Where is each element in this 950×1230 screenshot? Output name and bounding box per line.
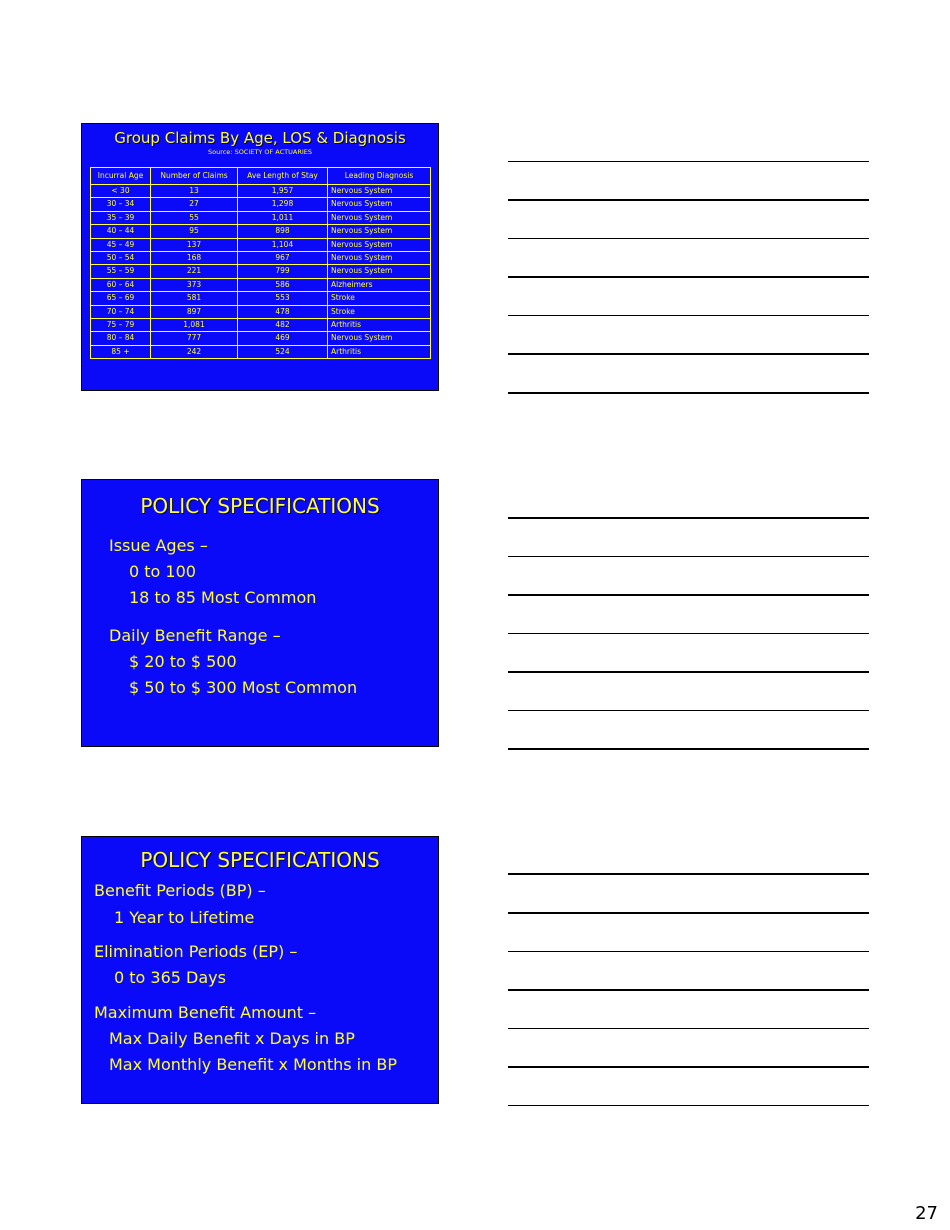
table-cell: 1,957: [238, 185, 328, 198]
table-cell: 1,104: [238, 238, 328, 251]
table-cell: 967: [238, 252, 328, 265]
table-cell: Stroke: [328, 305, 431, 318]
note-line: [508, 710, 869, 711]
table-cell: < 30: [91, 185, 151, 198]
table-cell: 553: [238, 292, 328, 305]
slide-policy-specifications-2: [81, 836, 439, 1104]
table-cell: Nervous System: [328, 265, 431, 278]
slide-group-claims: [81, 123, 439, 391]
table-row: [91, 198, 431, 211]
note-line: [508, 748, 869, 750]
note-line: [508, 989, 869, 991]
note-line: [508, 594, 869, 596]
table-cell: Alzheimers: [328, 278, 431, 291]
table-cell: 137: [151, 238, 238, 251]
table-cell: 524: [238, 345, 328, 358]
note-line: [508, 556, 869, 557]
note-line: [508, 1028, 869, 1029]
table-cell: 55 – 59: [91, 265, 151, 278]
claims-table: [90, 167, 431, 359]
table-cell: 13: [151, 185, 238, 198]
issue-ages-range: 0 to 100: [129, 562, 196, 581]
table-cell: Nervous System: [328, 185, 431, 198]
column-header: Incurral Age: [91, 168, 151, 185]
table-cell: 1,081: [151, 319, 238, 332]
table-cell: 221: [151, 265, 238, 278]
table-cell: 55: [151, 211, 238, 224]
table-row: [91, 252, 431, 265]
note-line: [508, 276, 869, 278]
slide-policy-specifications-1: [81, 479, 439, 747]
slide-source: Source: SOCIETY OF ACTUARIES: [207, 148, 313, 156]
column-header: Number of Claims: [151, 168, 238, 185]
table-cell: Nervous System: [328, 211, 431, 224]
table-cell: Nervous System: [328, 238, 431, 251]
table-row: [91, 265, 431, 278]
table-cell: 799: [238, 265, 328, 278]
daily-benefit-heading: Daily Benefit Range –: [109, 626, 281, 645]
table-row: [91, 225, 431, 238]
table-row: [91, 345, 431, 358]
table-cell: 469: [238, 332, 328, 345]
table-cell: Nervous System: [328, 198, 431, 211]
table-cell: 1,011: [238, 211, 328, 224]
page-number: 27: [915, 1203, 938, 1224]
issue-ages-common: 18 to 85 Most Common: [129, 588, 317, 607]
note-line: [508, 353, 869, 355]
note-line: [508, 1105, 869, 1106]
table-cell: 898: [238, 225, 328, 238]
daily-benefit-common: $ 50 to $ 300 Most Common: [129, 678, 358, 697]
table-cell: 70 – 74: [91, 305, 151, 318]
table-cell: Nervous System: [328, 225, 431, 238]
benefit-periods-heading: Benefit Periods (BP) –: [94, 881, 266, 900]
table-cell: Nervous System: [328, 252, 431, 265]
note-line: [508, 633, 869, 634]
elimination-periods-heading: Elimination Periods (EP) –: [94, 942, 298, 961]
table-cell: 75 – 79: [91, 319, 151, 332]
table-cell: 35 – 39: [91, 211, 151, 224]
table-cell: Nervous System: [328, 332, 431, 345]
table-cell: 65 – 69: [91, 292, 151, 305]
note-line: [508, 1066, 869, 1068]
table-cell: 242: [151, 345, 238, 358]
table-cell: 482: [238, 319, 328, 332]
table-cell: 373: [151, 278, 238, 291]
table-cell: 60 – 64: [91, 278, 151, 291]
table-cell: 80 – 84: [91, 332, 151, 345]
note-line: [508, 199, 869, 201]
issue-ages-heading: Issue Ages –: [109, 536, 208, 555]
note-line: [508, 873, 869, 875]
table-row: [91, 185, 431, 198]
table-cell: 586: [238, 278, 328, 291]
table-cell: 30 – 34: [91, 198, 151, 211]
note-line: [508, 238, 869, 239]
table-cell: Arthritis: [328, 345, 431, 358]
slide-title: POLICY SPECIFICATIONS: [140, 494, 380, 518]
table-row: [91, 238, 431, 251]
table-cell: 1,298: [238, 198, 328, 211]
table-cell: 581: [151, 292, 238, 305]
benefit-periods-value: 1 Year to Lifetime: [114, 908, 255, 927]
table-cell: 45 – 49: [91, 238, 151, 251]
slide-title: Group Claims By Age, LOS & Diagnosis: [114, 129, 406, 147]
note-line: [508, 517, 869, 519]
max-monthly-benefit: Max Monthly Benefit x Months in BP: [109, 1055, 397, 1074]
note-line: [508, 392, 869, 394]
table-cell: 40 – 44: [91, 225, 151, 238]
table-row: [91, 278, 431, 291]
maximum-benefit-heading: Maximum Benefit Amount –: [94, 1003, 317, 1022]
table-row: [91, 292, 431, 305]
slide-title: POLICY SPECIFICATIONS: [140, 848, 380, 872]
table-cell: Arthritis: [328, 319, 431, 332]
daily-benefit-range: $ 20 to $ 500: [129, 652, 237, 671]
table-row: [91, 305, 431, 318]
column-header: Ave Length of Stay: [238, 168, 328, 185]
table-row: [91, 319, 431, 332]
note-line: [508, 912, 869, 914]
table-cell: 168: [151, 252, 238, 265]
table-cell: 27: [151, 198, 238, 211]
note-line: [508, 161, 869, 162]
table-cell: 478: [238, 305, 328, 318]
table-cell: 777: [151, 332, 238, 345]
table-cell: 50 – 54: [91, 252, 151, 265]
table-header-row: [91, 168, 431, 185]
table-cell: 85 +: [91, 345, 151, 358]
note-line: [508, 951, 869, 952]
table-cell: Stroke: [328, 292, 431, 305]
note-line: [508, 671, 869, 673]
table-row: [91, 211, 431, 224]
table-cell: 897: [151, 305, 238, 318]
note-line: [508, 315, 869, 316]
column-header: Leading Diagnosis: [328, 168, 431, 185]
elimination-periods-value: 0 to 365 Days: [114, 968, 226, 987]
max-daily-benefit: Max Daily Benefit x Days in BP: [109, 1029, 355, 1048]
table-cell: 95: [151, 225, 238, 238]
table-row: [91, 332, 431, 345]
